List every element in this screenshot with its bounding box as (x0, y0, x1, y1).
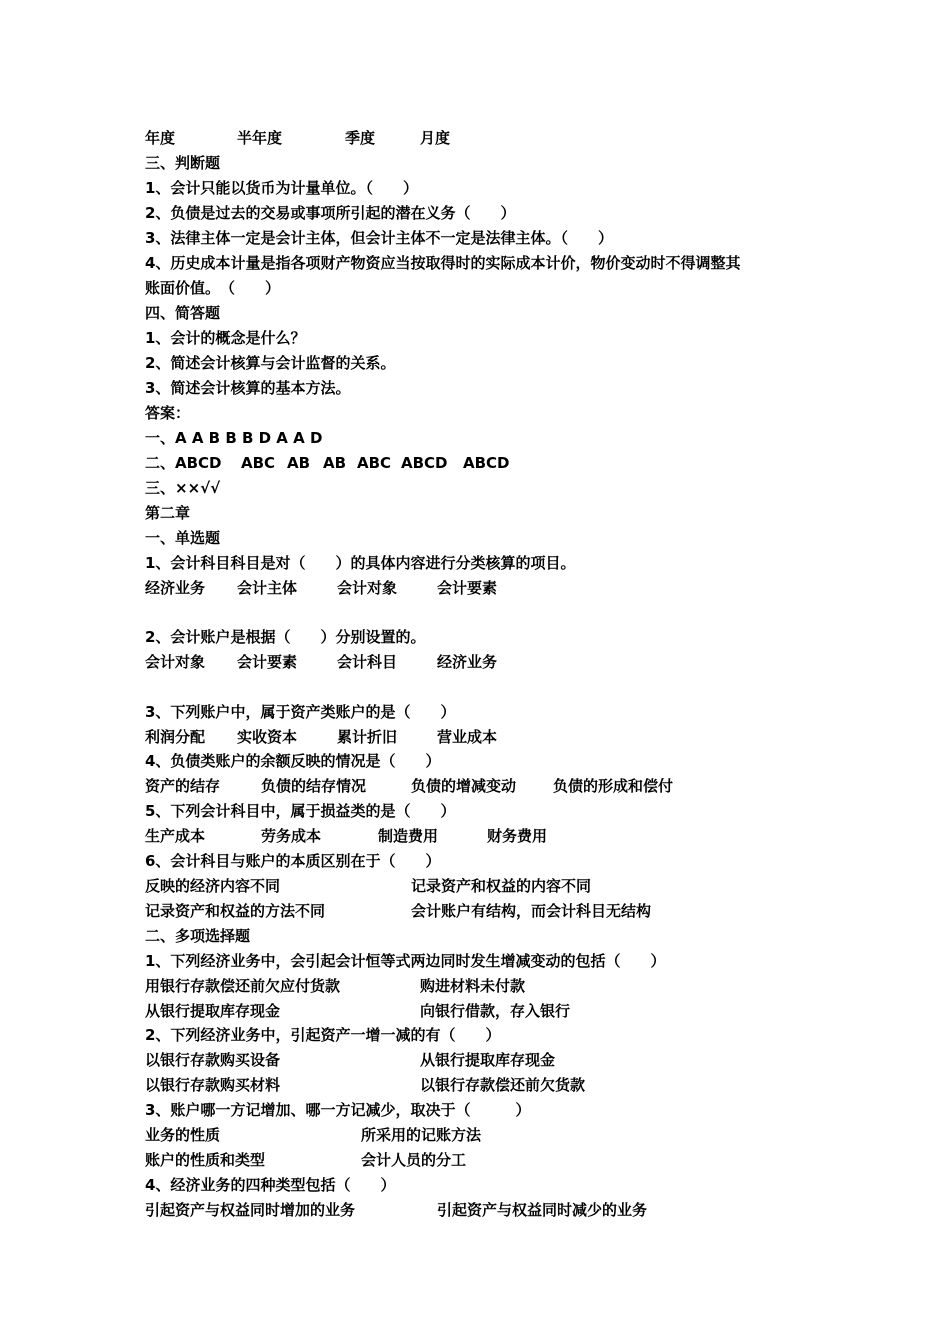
text-segment: 3、法律主体一定是会计主体，但会计主体不一定是法律主体。（ ） (145, 229, 613, 247)
text-segment: 记录资产和权益的内容不同 (411, 877, 592, 895)
text-segment: 2、会计账户是根据（ ）分别设置的。 (145, 628, 426, 646)
text-segment: 2、负债是过去的交易或事项所引起的潜在义务（ ） (145, 204, 516, 222)
text-segment: 负债的形成和偿付 (553, 777, 674, 795)
text-segment: 账面价值。 （ ） (145, 279, 281, 297)
text-segment: 会计对象 (337, 579, 398, 597)
text-segment: AB (323, 454, 347, 472)
text-segment: 第二章 (145, 504, 191, 522)
text-segment: 从银行提取库存现金 (420, 1051, 556, 1069)
text-segment: 3、简述会计核算的基本方法。 (145, 379, 351, 397)
text-segment: 引起资产与权益同时减少的业务 (437, 1201, 648, 1219)
text-segment: 劳务成本 (261, 827, 322, 845)
text-segment: 负债的结存情况 (261, 777, 367, 795)
text-segment: 三、××√√ (145, 479, 221, 497)
text-segment: 记录资产和权益的方法不同 (145, 902, 326, 920)
text-segment: 6、会计科目与账户的本质区别在于（ ） (145, 852, 441, 870)
text-segment: 二、ABCD (145, 454, 222, 472)
text-segment: 4、历史成本计量是指各项财产物资应当按取得时的实际成本计价，物价变动时不得调整其 (145, 254, 741, 272)
text-segment: 会计人员的分工 (361, 1151, 467, 1169)
text-segment: 生产成本 (145, 827, 206, 845)
text-segment: 三、判断题 (145, 154, 221, 172)
text-segment: 业务的性质 (145, 1126, 221, 1144)
text-segment: 1、会计科目科目是对（ ）的具体内容进行分类核算的项目。 (145, 554, 576, 572)
text-segment: 2、简述会计核算与会计监督的关系。 (145, 354, 396, 372)
text-segment: 负债的增减变动 (411, 777, 517, 795)
text-segment: ABC (357, 454, 392, 472)
text-segment: 会计要素 (237, 653, 298, 671)
text-segment: 以银行存款购买材料 (145, 1076, 281, 1094)
text-segment: 反映的经济内容不同 (145, 877, 281, 895)
text-segment: 一、A A B B B D A A D (145, 429, 323, 447)
text-segment: 5、下列会计科目中，属于损益类的是（ ） (145, 802, 456, 820)
text-segment: 购进材料未付款 (420, 977, 526, 995)
text-segment: 会计账户有结构，而会计科目无结构 (411, 902, 652, 920)
text-segment: 以银行存款偿还前欠货款 (420, 1076, 586, 1094)
text-segment: 向银行借款，存入银行 (420, 1002, 571, 1020)
text-segment: 年度 (145, 129, 176, 147)
text-segment: 答案： (145, 404, 191, 422)
text-segment: 财务费用 (487, 827, 548, 845)
text-segment: ABCD (463, 454, 510, 472)
text-segment: 四、简答题 (145, 304, 221, 322)
text-segment: 2、下列经济业务中，引起资产一增一减的有（ ） (145, 1026, 501, 1044)
text-segment: 经济业务 (437, 653, 498, 671)
text-segment: 1、会计的概念是什么？ (145, 329, 306, 347)
text-segment: 所采用的记账方法 (361, 1126, 482, 1144)
text-segment: 3、账户哪一方记增加、哪一方记减少，取决于（ ） (145, 1101, 531, 1119)
text-segment: 用银行存款偿还前欠应付货款 (145, 977, 341, 995)
text-segment: 会计要素 (437, 579, 498, 597)
text-segment: 累计折旧 (337, 728, 398, 746)
text-segment: 会计主体 (237, 579, 298, 597)
text-segment: 会计对象 (145, 653, 206, 671)
text-segment: AB (287, 454, 311, 472)
text-segment: 账户的性质和类型 (145, 1151, 266, 1169)
text-segment: 制造费用 (378, 827, 439, 845)
text-segment: 实收资本 (237, 728, 298, 746)
text-segment: 从银行提取库存现金 (145, 1002, 281, 1020)
text-segment: 4、负债类账户的余额反映的情况是（ ） (145, 752, 441, 770)
text-segment: 3、下列账户中，属于资产类账户的是（ ） (145, 703, 456, 721)
text-segment: 二、多项选择题 (145, 927, 251, 945)
text-segment: 4、经济业务的四种类型包括（ ） (145, 1176, 396, 1194)
text-segment: 半年度 (237, 129, 283, 147)
text-segment: 营业成本 (437, 728, 498, 746)
text-segment: 1、下列经济业务中，会引起会计恒等式两边同时发生增减变动的包括（ ） (145, 952, 666, 970)
text-segment: 一、单选题 (145, 529, 221, 547)
text-segment: 季度 (345, 129, 376, 147)
text-segment: 资产的结存 (145, 777, 221, 795)
text-segment: 1、会计只能以货币为计量单位。（ ） (145, 179, 418, 197)
text-segment: ABCD (401, 454, 448, 472)
text-segment: 经济业务 (145, 579, 206, 597)
text-segment: 引起资产与权益同时增加的业务 (145, 1201, 356, 1219)
text-segment: 会计科目 (337, 653, 398, 671)
text-segment: 利润分配 (145, 728, 206, 746)
text-segment: 月度 (420, 129, 451, 147)
text-segment: ABC (241, 454, 276, 472)
text-segment: 以银行存款购买设备 (145, 1051, 281, 1069)
